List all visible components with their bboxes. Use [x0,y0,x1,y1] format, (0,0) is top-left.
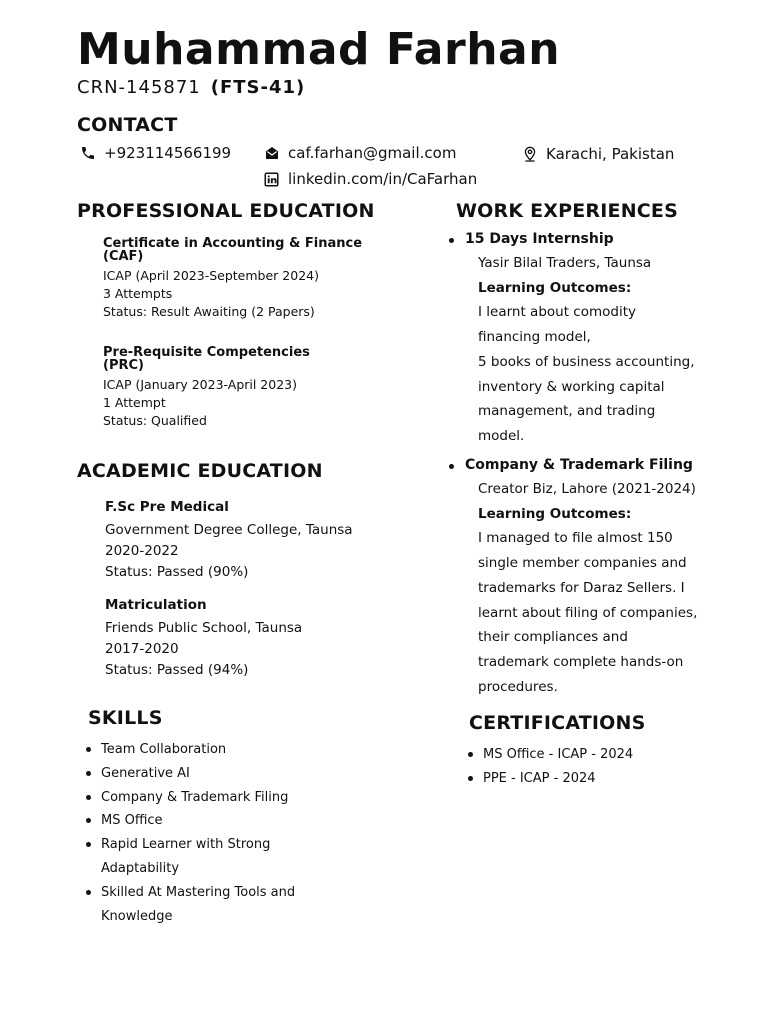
work-entry-filing [465,457,693,473]
certification-item: MS Office - ICAP - 2024 [467,743,633,767]
learning-outcomes-label: Learning Outcomes: [478,279,632,296]
professional-education-heading: PROFESSIONAL EDUCATION [77,200,375,222]
work-line: 5 books of business accounting, [478,353,695,370]
work-line: trademarks for Daraz Sellers. I [478,579,685,596]
work-title: 15 Days Internship [465,231,614,247]
crn-line [77,77,305,98]
skill-item: MS Office [85,809,325,833]
work-line: I managed to file almost 150 [478,530,673,547]
contact-heading: CONTACT [77,114,178,136]
academic-entry-matric [105,599,365,681]
work-line: single member companies and [478,555,687,572]
pro-edu-entry-caf [103,237,363,321]
skill-item: Company & Trademark Filing [85,786,325,810]
entry-title: Matriculation [105,597,207,613]
certification-item: PPE - ICAP - 2024 [467,767,633,791]
entry-detail: Status: Qualified [103,413,207,428]
work-org: Yasir Bilal Traders, Taunsa [478,255,652,271]
work-line: I learnt about comodity [478,304,636,321]
contact-email [263,144,456,162]
entry-detail: Status: Result Awaiting (2 Papers) [103,304,315,319]
work-line: model. [478,427,525,444]
entry-title: Certificate in Accounting & Finance (CAF) [103,236,363,264]
entry-detail: Government Degree College, Taunsa [105,521,353,538]
entry-title: Pre-Requisite Competencies (PRC) [103,345,310,373]
phone-icon [79,145,96,162]
work-line: their compliances and [478,629,628,646]
entry-detail: 3 Attempts [103,286,173,301]
certifications-heading: CERTIFICATIONS [469,712,646,734]
work-entry-internship [465,231,614,247]
skills-list [85,738,325,928]
map-pin-icon [521,146,538,163]
fts-code: (FTS-41) [210,77,306,98]
work-title: Company & Trademark Filing [465,457,693,473]
skill-item: Skilled At Mastering Tools and Knowledge [85,881,321,929]
linkedin-icon [263,171,280,188]
entry-detail: 2020-2022 [105,542,179,559]
crn-number: CRN-145871 [77,77,201,98]
academic-education-heading: ACADEMIC EDUCATION [77,460,323,482]
entry-detail: 2017-2020 [105,640,179,657]
work-entry-internship-body [478,251,695,449]
work-line: financing model, [478,329,591,346]
entry-detail: Status: Passed (90%) [105,563,249,580]
phone-number: +923114566199 [104,144,232,162]
work-line: procedures. [478,678,558,695]
work-org: Creator Biz, Lahore (2021-2024) [478,481,696,497]
skills-heading: SKILLS [88,707,163,729]
work-entry-filing-body [478,477,697,699]
work-experiences-heading: WORK EXPERIENCES [456,200,678,222]
pro-edu-entry-prc [103,346,333,430]
linkedin-url[interactable]: linkedin.com/in/CaFarhan [288,170,478,188]
certifications-list [467,743,633,791]
envelope-icon [263,145,280,162]
skill-item: Team Collaboration [85,738,325,762]
entry-detail: ICAP (April 2023-September 2024) [103,268,319,283]
academic-entry-fsc [105,501,365,583]
location-text: Karachi, Pakistan [546,145,675,163]
candidate-name: Muhammad Farhan [77,24,561,75]
entry-detail: ICAP (January 2023-April 2023) [103,377,297,392]
work-line: management, and trading [478,403,656,420]
learning-outcomes-label: Learning Outcomes: [478,505,632,522]
contact-location [521,145,674,163]
entry-detail: Status: Passed (94%) [105,661,249,678]
contact-phone [79,144,231,162]
contact-linkedin [263,170,477,188]
email-address[interactable]: caf.farhan@gmail.com [288,144,457,162]
work-line: learnt about filing of companies, [478,604,698,621]
work-line: inventory & working capital [478,378,665,395]
entry-detail: 1 Attempt [103,395,166,410]
entry-title: F.Sc Pre Medical [105,499,229,515]
work-line: trademark complete hands-on [478,653,684,670]
skill-item: Rapid Learner with Strong Adaptability [85,833,301,881]
entry-detail: Friends Public School, Taunsa [105,619,303,636]
skill-item: Generative AI [85,762,325,786]
